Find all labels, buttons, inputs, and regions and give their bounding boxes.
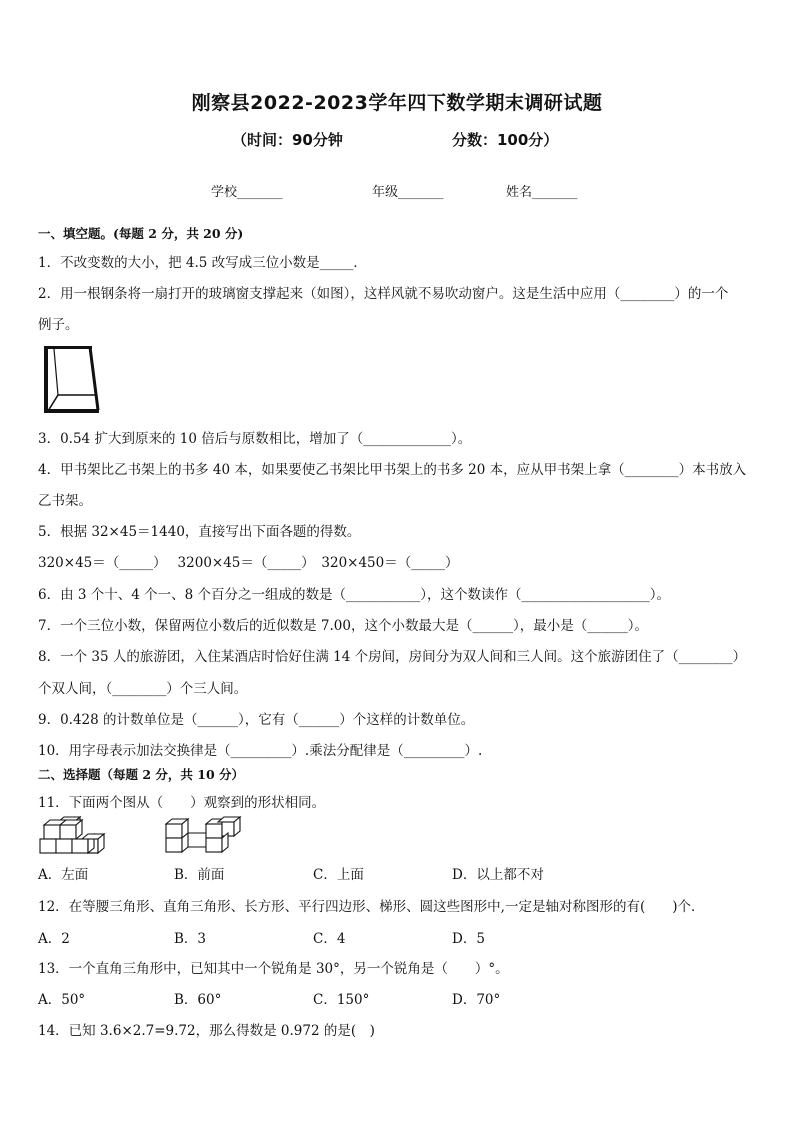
q13-option-d: D．70° (452, 992, 501, 1008)
section-1-heading: 一、填空题。(每题 2 分，共 20 分) (38, 226, 244, 241)
time-limit: （时间：90分钟 (232, 131, 343, 149)
question-2-line-1: 2．用一根钢条将一扇打开的玻璃窗支撑起来（如图），这样风就不易吹动窗户。这是生活中应用（________）的一个 (38, 286, 729, 302)
question-8-line-2: 个双人间，（________）个三人间。 (38, 681, 248, 697)
q12-option-d: D．5 (452, 931, 485, 947)
window-support-figure (42, 343, 102, 415)
grade-field: 年级_______ (372, 185, 444, 200)
question-10: 10．用字母表示加法交换律是（_________）.乘法分配律是（_________）. (38, 743, 483, 759)
q12-option-c: C．4 (313, 931, 346, 947)
question-8-line-1: 8．一个 35 人的旅游团，入住某酒店时恰好住满 14 个房间，房间分为双人间和三人间。这个旅游团住了（________） (38, 649, 747, 665)
school-field: 学校_______ (211, 185, 283, 200)
question-14: 14．已知 3.6×2.7=9.72，那么得数是 0.972 的是( ) (38, 1023, 375, 1039)
question-2-line-2: 例子。 (38, 317, 79, 333)
cube-figure-2 (162, 815, 242, 855)
q12-option-b: B．3 (174, 931, 207, 947)
cube-figure-1 (38, 815, 108, 855)
question-4-line-2: 乙书架。 (38, 493, 92, 509)
q11-option-b: B．前面 (174, 867, 225, 883)
question-5: 5．根据 32×45＝1440，直接写出下面各题的得数。 (38, 524, 361, 540)
q11-option-d: D．以上都不对 (452, 867, 544, 883)
question-7: 7．一个三位小数，保留两位小数后的近似数是 7.00，这个小数最大是（______），最小是（______）。 (38, 618, 648, 634)
question-5-items: 320×45＝（_____） 3200×45＝（_____） 320×450＝（_____） (38, 555, 459, 571)
name-field: 姓名_______ (506, 185, 578, 200)
question-11: 11．下面两个图从（ ）观察到的形状相同。 (38, 795, 326, 811)
question-4-line-1: 4．甲书架比乙书架上的书多 40 本，如果要使乙书架比甲书架上的书多 20 本，应从甲书架上拿（________）本书放入 (38, 462, 747, 478)
q12-option-a: A．2 (38, 931, 70, 947)
question-12: 12．在等腰三角形、直角三角形、长方形、平行四边形、梯形、圆这些图形中,一定是轴对称图形的有( )个． (38, 899, 705, 915)
section-2-heading: 二、选择题（每题 2 分，共 10 分） (38, 767, 245, 782)
q13-option-b: B．60° (174, 992, 222, 1008)
q11-option-a: A．左面 (38, 867, 89, 883)
total-score: 分数：100分） (452, 131, 559, 149)
q13-option-a: A．50° (38, 992, 86, 1008)
question-1: 1．不改变数的大小，把 4.5 改写成三位小数是_____． (38, 255, 367, 271)
question-13: 13．一个直角三角形中，已知其中一个锐角是 30°，另一个锐角是（ ）°。 (38, 961, 509, 977)
q11-option-c: C．上面 (313, 867, 364, 883)
question-6: 6．由 3 个十、4 个一、8 个百分之一组成的数是（___________），这个数读作（___________________）。 (38, 587, 671, 603)
q13-option-c: C．150° (313, 992, 370, 1008)
page-title: 刚察县2022-2023学年四下数学期末调研试题 (191, 92, 603, 114)
question-3: 3．0.54 扩大到原来的 10 倍后与原数相比，增加了（_____________）。 (38, 431, 472, 447)
question-9: 9．0.428 的计数单位是（______），它有（______）个这样的计数单位。 (38, 712, 475, 728)
